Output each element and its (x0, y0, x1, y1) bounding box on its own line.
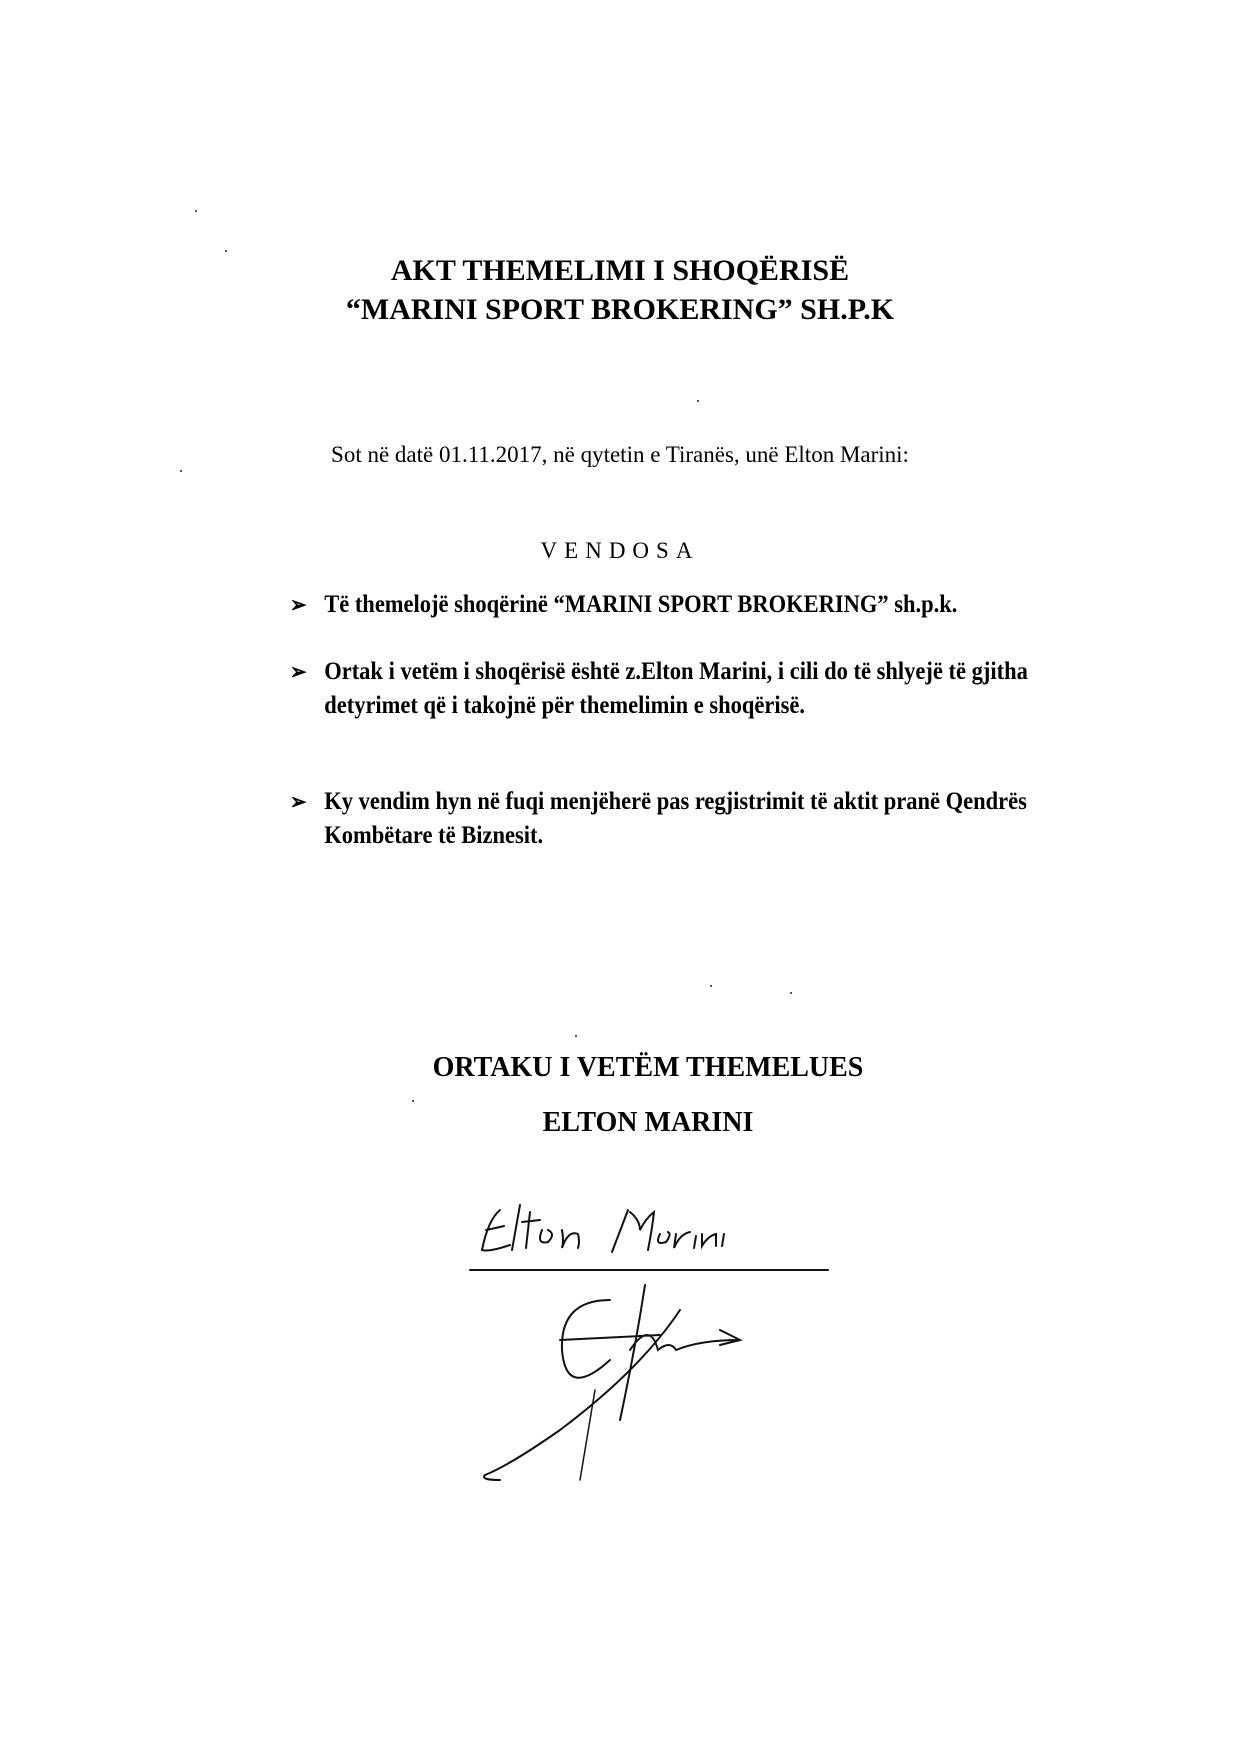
arrowhead-bullet-icon: ➢ (290, 592, 307, 617)
decision-item (290, 655, 1073, 723)
handwritten-signature (440, 1190, 860, 1490)
signature-scribble (580, 1390, 595, 1480)
decision-item (290, 785, 1073, 853)
intro-paragraph: Sot në datë 01.11.2017, në qytetin e Tiranës, unë Elton Marini: (331, 442, 909, 467)
decision-item-text: Ky vendim hyn në fuqi menjëherë pas regjistrimit të aktit pranë Qendrës Kombëtare të Biznesit. (324, 788, 1027, 849)
scan-speck (195, 210, 197, 212)
signatory-role: ORTAKU I VETËM THEMELUES (432, 1052, 864, 1083)
arrowhead-bullet-icon: ➢ (290, 659, 307, 684)
scan-speck (180, 470, 182, 472)
scan-speck (790, 992, 792, 994)
decision-item (290, 588, 1073, 622)
signature-scribble (560, 1285, 740, 1420)
scan-speck (412, 1100, 414, 1102)
signatory-name: ELTON MARINI (542, 1107, 754, 1138)
decision-item-text: Të themelojë shoqërinë “MARINI SPORT BROKERING” sh.p.k. (324, 591, 958, 618)
scan-speck (697, 400, 699, 402)
signature-name-stroke (612, 1210, 724, 1252)
document-title: AKT THEMELIMI I SHOQËRISË (390, 254, 850, 287)
scan-speck (225, 250, 227, 252)
scan-speck (575, 1035, 577, 1037)
decision-heading: VENDOSA (540, 538, 700, 563)
decision-item-text: Ortak i vetëm i shoqërisë është z.Elton Marini, i cili do të shlyejë të gjitha detyrimet që i takojnë për themelimin e shoqërisë. (324, 658, 1028, 719)
company-name-title: “MARINI SPORT BROKERING” SH.P.K (345, 293, 895, 326)
scan-speck (710, 985, 712, 987)
arrowhead-bullet-icon: ➢ (290, 789, 307, 814)
signature-name-stroke (482, 1205, 579, 1250)
